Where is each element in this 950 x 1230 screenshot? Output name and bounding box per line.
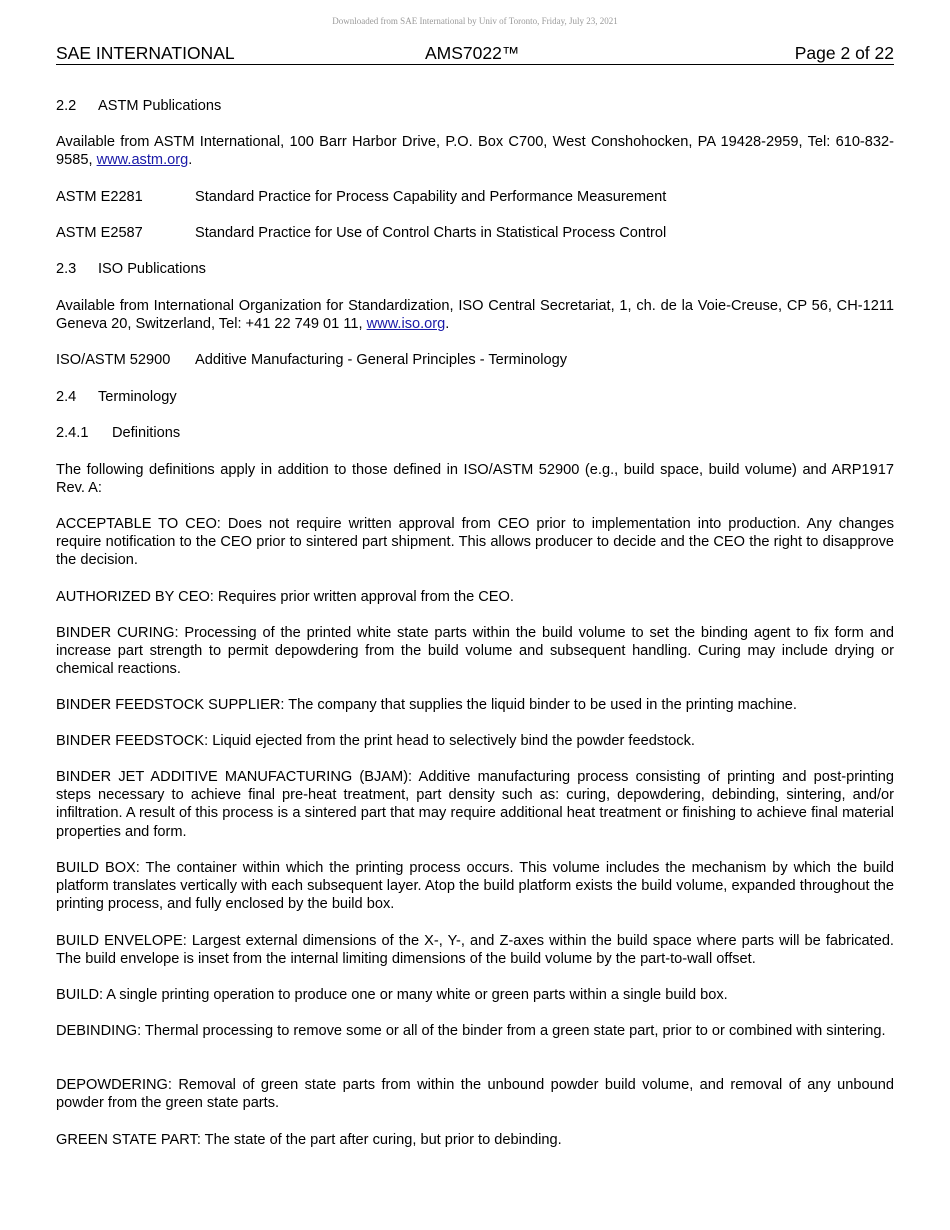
section-title: Definitions bbox=[112, 425, 181, 441]
definition-paragraph: DEPOWDERING: Removal of green state parts from within the unbound powder build volume, and removal of any unbound powder from the green state parts. bbox=[56, 1077, 894, 1112]
definition-paragraph: BINDER FEEDSTOCK SUPPLIER: The company that supplies the liquid binder to be used in the printing machine. bbox=[56, 697, 797, 713]
definition-paragraph: BUILD BOX: The container within which the printing process occurs. This volume includes the mechanism by which the build platform translates vertically with each subsequent layer. Atop the build platform exists the build volume, expanded throughout the printing process, and fully enclosed by the build box. bbox=[56, 860, 894, 913]
section-heading-2-4-1 bbox=[56, 424, 894, 442]
section-title: ISO Publications bbox=[98, 261, 206, 277]
reference-item bbox=[56, 224, 894, 242]
reference-item bbox=[56, 351, 894, 369]
header-doc-number: AMS7022™ bbox=[425, 43, 520, 63]
reference-id: ASTM E2587 bbox=[56, 225, 143, 241]
definition-paragraph: AUTHORIZED BY CEO: Requires prior written approval from the CEO. bbox=[56, 589, 514, 605]
definition-paragraph: BUILD ENVELOPE: Largest external dimensions of the X-, Y-, and Z-axes within the build space where parts will be fabricated. The build envelope is inset from the internal limiting dimensions of the build volume by the part-to-wall offset. bbox=[56, 933, 894, 968]
section-number: 2.2 bbox=[56, 98, 77, 114]
download-watermark: Downloaded from SAE International by Univ of Toronto, Friday, July 23, 2021 bbox=[332, 16, 618, 26]
reference-id: ASTM E2281 bbox=[56, 189, 143, 205]
iso-availability-paragraph: Available from International Organization for Standardization, ISO Central Secretariat, 1, ch. de la Voie-Creuse, CP 56, CH-1211 Geneva 20, Switzerland, Tel: +41 22 749 01 11, www.iso.org. bbox=[56, 298, 894, 333]
reference-id: ISO/ASTM 52900 bbox=[56, 352, 171, 368]
section-number: 2.3 bbox=[56, 261, 77, 277]
header-org: SAE INTERNATIONAL bbox=[56, 43, 235, 63]
definition-paragraph: DEBINDING: Thermal processing to remove some or all of the binder from a green state part, prior to or combined with sintering. bbox=[56, 1023, 886, 1039]
definition-paragraph: ACCEPTABLE TO CEO: Does not require written approval from CEO prior to implementation into production. Any changes require notification to the CEO prior to sintered part shipment. This allows producer to decide and the CEO the right to disapprove the decision. bbox=[56, 516, 894, 569]
section-number: 2.4.1 bbox=[56, 425, 89, 441]
reference-title: Additive Manufacturing - General Principles - Terminology bbox=[195, 352, 568, 368]
definition-paragraph: BINDER JET ADDITIVE MANUFACTURING (BJAM): Additive manufacturing process consisting of printing and post-printing steps necessary to achieve final pre-heat treatment, part density such as: curing, depowdering, debinding, sintering, and/or infiltration. A result of this process is a sintered part that may require additional heat treatment or finishing to achieve final material properties and form. bbox=[56, 769, 894, 840]
definition-paragraph: GREEN STATE PART: The state of the part after curing, but prior to debinding. bbox=[56, 1132, 562, 1148]
reference-title: Standard Practice for Process Capability and Performance Measurement bbox=[195, 189, 667, 205]
reference-title: Standard Practice for Use of Control Charts in Statistical Process Control bbox=[195, 225, 667, 241]
header-page-number: Page 2 of 22 bbox=[794, 43, 894, 63]
reference-item bbox=[56, 188, 894, 206]
astm-availability-paragraph: Available from ASTM International, 100 Barr Harbor Drive, P.O. Box C700, West Conshohocken, PA 19428-2959, Tel: 610-832-9585, www.astm.org. bbox=[56, 134, 894, 169]
section-heading-2-3 bbox=[56, 260, 894, 278]
iso-website-link[interactable]: www.iso.org bbox=[366, 316, 446, 333]
definitions-intro-paragraph: The following definitions apply in addition to those defined in ISO/ASTM 52900 (e.g., build space, build volume) and ARP1917 Rev. A: bbox=[56, 462, 894, 497]
section-number: 2.4 bbox=[56, 389, 77, 405]
page-header bbox=[56, 43, 894, 65]
section-heading-2-2 bbox=[56, 97, 894, 115]
section-title: ASTM Publications bbox=[98, 98, 222, 114]
astm-availability-text: Available from ASTM International, 100 Barr Harbor Drive, P.O. Box C700, West Conshohocken, PA 19428-2959, Tel: 610-832-9585, bbox=[56, 134, 894, 169]
section-title: Terminology bbox=[98, 389, 177, 405]
astm-website-link[interactable]: www.astm.org bbox=[96, 152, 189, 169]
definition-paragraph: BINDER FEEDSTOCK: Liquid ejected from the print head to selectively bind the powder feedstock. bbox=[56, 733, 695, 749]
definition-paragraph: BUILD: A single printing operation to produce one or many white or green parts within a single build box. bbox=[56, 987, 728, 1003]
section-heading-2-4 bbox=[56, 388, 894, 406]
definition-paragraph: BINDER CURING: Processing of the printed white state parts within the build volume to set the binding agent to fix form and increase part strength to permit depowdering from the build volume and subsequent handling. Curing may include drying or chemical reactions. bbox=[56, 625, 894, 678]
iso-availability-text: Available from International Organization for Standardization, ISO Central Secretariat, 1, ch. de la Voie-Creuse, CP 56, CH-1211 Geneva 20, Switzerland, Tel: +41 22 749 01 11, bbox=[56, 298, 894, 333]
